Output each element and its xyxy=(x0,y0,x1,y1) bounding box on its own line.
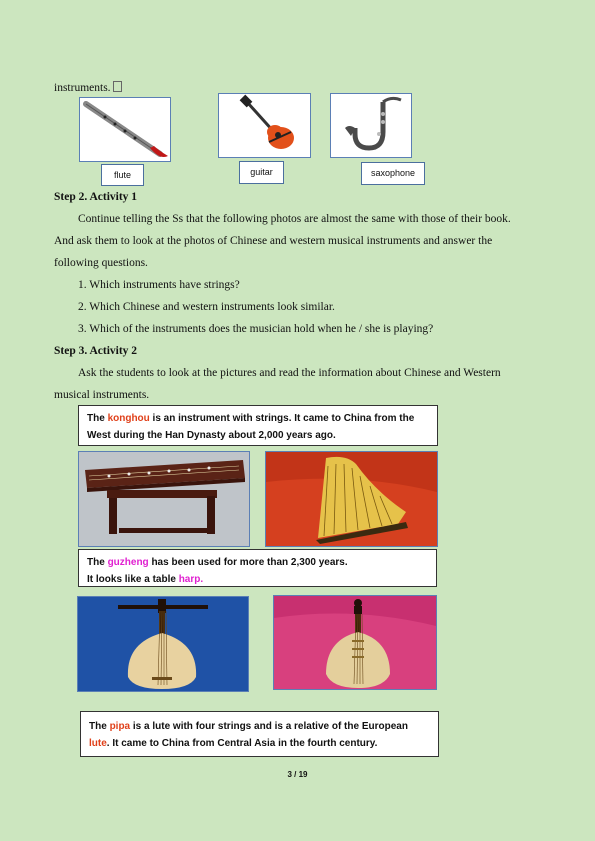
harp-term: harp. xyxy=(178,574,204,585)
guzheng-info-box: The guzheng has been used for more than 2,300 years. It looks like a table harp. xyxy=(78,549,437,587)
guitar-label: guitar xyxy=(239,161,284,184)
pipa-photo-pink xyxy=(273,595,437,690)
saxophone-image xyxy=(330,93,412,158)
step3-line-1: Ask the students to look at the pictures and read the information about Chinese and Western xyxy=(78,367,501,379)
step2-line-3: following questions. xyxy=(54,257,148,269)
guzheng-term: guzheng xyxy=(107,557,149,568)
guzheng-photo xyxy=(78,451,250,547)
konghou-term: konghou xyxy=(107,413,150,424)
intro-tail: instruments. xyxy=(54,80,122,96)
pipa-photo-blue xyxy=(77,596,249,692)
question-1: 1. Which instruments have strings? xyxy=(78,279,240,291)
pipa-term: pipa xyxy=(109,721,131,732)
pipa-info-box: The pipa is a lute with four strings and is a relative of the European lute. It came to China from Central Asia in the fourth century. xyxy=(80,711,439,757)
question-2: 2. Which Chinese and western instruments look similar. xyxy=(78,301,335,313)
konghou-info-box: The konghou is an instrument with strings. It came to China from the West during the Han Dynasty about 2,000 years ago. xyxy=(78,405,438,446)
lute-term: lute xyxy=(89,738,107,749)
page-number: 3 / 19 xyxy=(287,770,308,779)
flute-label: flute xyxy=(101,164,144,186)
step2-heading: Step 2. Activity 1 xyxy=(54,191,138,203)
step2-line-1: Continue telling the Ss that the following photos are almost the same with those of their book. xyxy=(78,213,511,225)
guitar-image xyxy=(218,93,311,158)
saxophone-label: saxophone xyxy=(361,162,425,185)
question-3: 3. Which of the instruments does the musician hold when he / she is playing? xyxy=(78,323,434,335)
flute-image xyxy=(79,97,171,162)
step3-heading: Step 3. Activity 2 xyxy=(54,345,138,357)
step2-line-2: And ask them to look at the photos of Chinese and western musical instruments and answer the xyxy=(54,235,493,247)
step3-line-2: musical instruments. xyxy=(54,389,150,401)
harp-photo xyxy=(265,451,438,547)
